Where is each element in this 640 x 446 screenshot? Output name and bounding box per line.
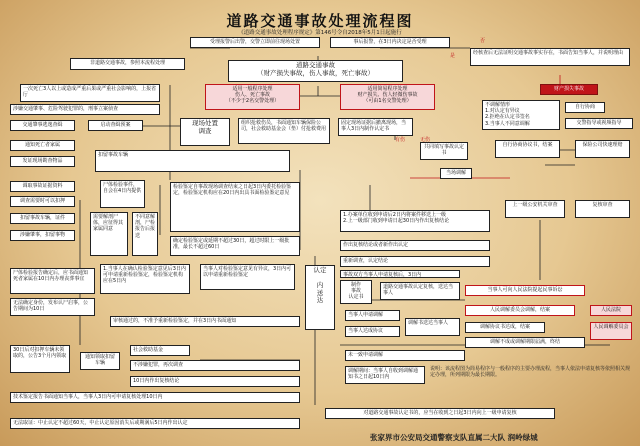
exp-box: 未一致申请调解: [345, 350, 465, 361]
result-box: 调解协议书达成，结案: [465, 322, 545, 333]
rescue-box: 组织抢救伤员，书面通知车辆保险公司，社会救助基金会（垫）付抢救费用: [238, 118, 330, 144]
scene-box: 现场处置 调查: [180, 118, 230, 146]
confirm-box: 认定 内 送 达: [305, 265, 335, 330]
mediate-box: 当场调解: [440, 168, 472, 179]
property-box: 财产损失事故: [540, 84, 598, 95]
release-box: 扣留事故车辆，证件: [10, 213, 75, 224]
insurance-box: 交警指导或视频指导: [565, 118, 633, 129]
no-id-box: 不同意解剖，尸检报告后报送: [132, 212, 158, 256]
simple-procedure-box: 适用简易程序处理 财产损失、伤人轻微伤事故 （可由1名交警处理）: [340, 84, 435, 110]
hold-box: 涉嫌肇事，扣留事物: [10, 230, 75, 241]
apply-box: 审核通过的，不准予重新检验鉴定，并在3日内书面通知: [110, 316, 300, 327]
later-report-box: 事后报警，在3日内决定是否受理: [330, 37, 450, 48]
record-box: 制作 事故 认定书: [340, 280, 372, 304]
people-box: 人民调解委员会调解，结案: [465, 305, 575, 316]
check-box: 调取事故证据资料: [10, 181, 75, 192]
higher2-box: 复核审查: [575, 200, 630, 218]
no-agree-box: 不调解情形 1.对认定有异议 2.拒绝在认定书签名 3.当事人不同意调解: [482, 100, 560, 130]
seize-box: 扣留事故车辆: [95, 150, 290, 172]
quick-claim-box: 保险公司快速理赔: [575, 140, 630, 158]
self-fill-box: 自行协商协议书，结案: [495, 140, 560, 158]
insure-box: 社会救助基金: [130, 345, 190, 356]
unknown-box: 无法确定身份，发布认尸启事，公告期间为10日: [10, 298, 95, 316]
mediation-box: 调解期间：当事人自收到调解通知书之日起10日内: [345, 366, 425, 384]
fail-box: 调解不成或调解期限届满，终结: [465, 337, 585, 348]
rep2-box: 重新调查，认定结论: [340, 256, 490, 267]
footer-organization: 张家界市公安局交通警察支队直属二大队 润岭绿城: [370, 433, 538, 442]
bottom2-box: 无法取证：中止认定不超过60天，中止认定原因消失后或期满后5日内作出认定: [10, 418, 300, 429]
recheck-box: 道路交通事故认定复核，送达当事人: [380, 282, 460, 300]
seal-box: 30日后对扣押车辆未领取的，公告3个月内领取: [10, 345, 70, 373]
fee-box: 10日内作出复核结论: [130, 376, 300, 387]
no-more-box: 不涉嫌犯罪，再次调查: [130, 360, 300, 371]
higher-box: 上一级公安机关审查: [505, 200, 565, 218]
dispute-box: 当事人对检验鉴定意见有异议，3日内可以申请重新检验鉴定: [200, 264, 295, 290]
crime2-box: 事故双方当事人申请复核后，3日内: [340, 270, 460, 278]
finish-box: 对道路交通事故认定书的，应当在收到之日起3日内向上一级申请复核: [325, 408, 555, 419]
dead-box: 尸体检验事件，自会在4日内提供: [100, 180, 145, 208]
invest-box: 调查需要时可以扣押: [10, 196, 75, 207]
agree-box: 共同填写事故认定书: [420, 142, 468, 160]
start-box: 启动查缉预案: [88, 120, 143, 131]
hosp-box: 1.办案单位收到申请后2日内将案件移送上一级 2.上一级部门收到申请日起30日内作出复核结论: [340, 210, 490, 232]
felony-box: 涉嫌交通肇事、危险驾驶犯罪的，刑事立案侦查: [10, 104, 160, 115]
self-box: 自行协商: [565, 102, 605, 113]
corpse-box: 尸体检验报告确定后，应书面通知死者家属在10日内办理丧葬事宜: [10, 268, 95, 294]
explanation-note: 说明：该流程图为简易程序与一般程序的主要办理流程，当事人依法申请复核等依照相关规定办理，所列期限为最长期限。: [430, 366, 631, 379]
notice-family-box: 通知死亡者家属: [10, 140, 75, 151]
tag-has-injury: 有伤: [395, 137, 406, 143]
identify-box: 检验鉴定自事故现场调查结束之日起3日内委托检验鉴定，检验鉴定机构应在20日内出具书面检验鉴定意见: [170, 182, 300, 232]
non-road-box: 非道路交通事故，参照本流程处理: [70, 58, 185, 70]
dispose-box: 1.当事人在确认检验鉴定意见后3日内可申请重新检验鉴定，检验鉴定机构应在5日内: [100, 264, 190, 294]
bottom1-box: 技术鉴定报告书面通知当事人，当事人3日内可申请复核处理10日内: [10, 392, 300, 403]
notice-box: 通知领取扣留车辆: [80, 352, 120, 370]
page-subtitle: 《道路交通事故处理程序规定》第146号令自2018年5月1日起施行: [238, 30, 402, 36]
center-box: 道路交通事故 （财产损失事故，伤人事故，死亡事故）: [228, 60, 403, 82]
need-box: 需要解剖尸体，应征得其家属同意: [90, 212, 128, 256]
tag-no-injury: 无伤: [420, 137, 431, 143]
people2-box: 人民调解委员会: [590, 322, 632, 340]
tag-yes: 是: [450, 53, 456, 59]
appraisal-box: 确定检验鉴定或延期不超过30日，超过时限上一级批准，最长不超过60日: [170, 236, 300, 256]
general-procedure-box: 适用一般程序处理 伤人、死亡事故 （不少于2名交警处理）: [205, 84, 300, 110]
ask-box: 当事人申请调解: [345, 310, 400, 321]
court2-box: 人民法院: [590, 305, 632, 316]
agree2-box: 当事人达成协议: [345, 326, 400, 337]
cancel-box: 调解书送达当事人: [405, 318, 460, 336]
crime-box: 一次死亡3人以上或造成严重后果或严重社会影响的，上报省厅: [20, 84, 160, 102]
rep-box: 作出复核结论或者新作出认定: [340, 240, 490, 251]
tag-no: 否: [480, 38, 486, 44]
escape-box: 交通肇事逃逸查缉: [10, 120, 75, 131]
no-record-box: 经核查后无法证明交通事故事实存在，书面告知当事人，并说明理由: [470, 48, 630, 66]
page-title: 道路交通事故处理流程图: [226, 12, 414, 30]
accept-box: 受理报警后出警，交警立即前往现场处置: [190, 37, 320, 48]
evidence-box: 发证现场勘查物品: [10, 156, 75, 167]
fixed-box: 固定现场证据后撤离现场，当事人3日内制作认定书: [338, 118, 413, 136]
court-box: 当事人可向人民法院提起民事诉讼: [465, 285, 585, 296]
